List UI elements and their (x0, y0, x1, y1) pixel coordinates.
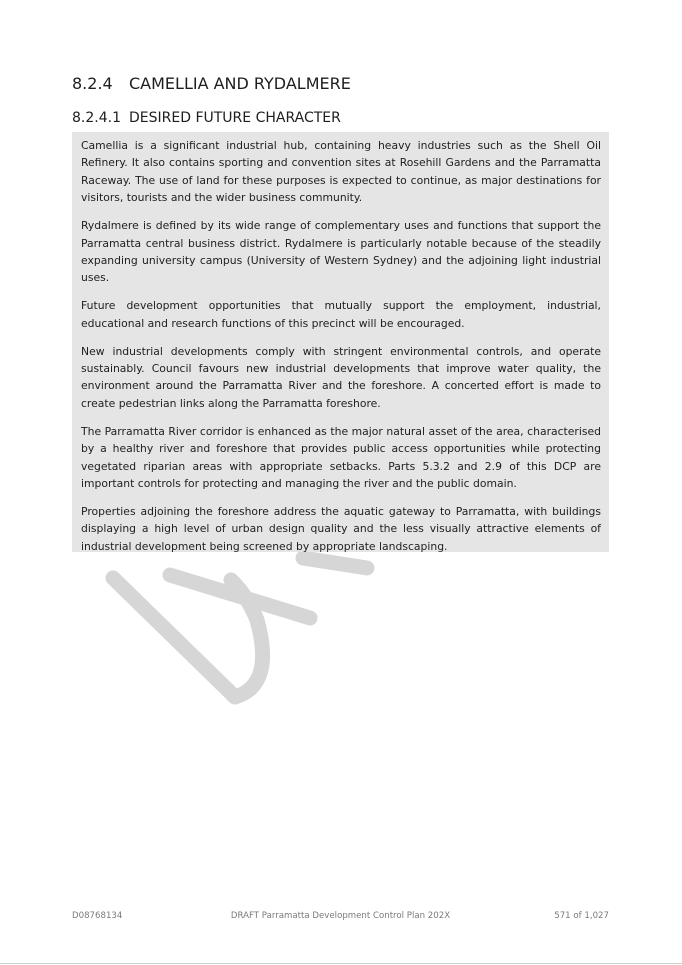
subsection-heading (72, 110, 341, 126)
section-heading (72, 74, 351, 93)
footer-doc-title: DRAFT Parramatta Development Control Plan 202X (230, 911, 451, 921)
page-bottom-rule (0, 963, 682, 964)
desired-future-character-box (72, 132, 609, 552)
paragraph-future-development: Future development opportunities that mutually support the employment, industrial, educational and research functions of this precinct will be encouraged. (81, 299, 601, 330)
subsection-title: DESIRED FUTURE CHARACTER (129, 110, 341, 126)
paragraph-river-corridor: The Parramatta River corridor is enhanced as the major natural asset of the area, characterised by a healthy river and foreshore that provides public access opportunities while protecting vegetated riparian areas with appropriate setbacks. Parts 5.3.2 and 2.9 of this DCP are important controls for protecting and managing the river and the public domain. (81, 424, 601, 490)
draft-watermark (95, 540, 395, 720)
section-title: CAMELLIA AND RYDALMERE (129, 74, 351, 93)
footer-page-number: 571 of 1,027 (554, 911, 609, 921)
paragraph-industrial-developments: New industrial developments comply with stringent environmental controls, and operate sustainably. Council favours new industrial developments that improve water quality, the environment around the Parramatta River and the foreshore. A concerted effort is made to create pedestrian links along the Parramatta foreshore. (81, 344, 601, 410)
footer-doc-id: D08768134 (72, 911, 123, 921)
subsection-number: 8.2.4.1 (72, 110, 121, 126)
paragraph-foreshore-properties: Properties adjoining the foreshore address the aquatic gateway to Parramatta, with buildings displaying a high level of urban design quality and the less visually attractive elements of industrial development being screened by appropriate landscaping. (81, 504, 601, 553)
section-number: 8.2.4 (72, 74, 113, 93)
page-footer (72, 911, 609, 923)
paragraph-camellia: Camellia is a significant industrial hub, containing heavy industries such as the Shell Oil Refinery. It also contains sporting and convention sites at Rosehill Gardens and the Parramatta Raceway. The use of land for these purposes is expected to continue, as major destinations for visitors, tourists and the wider business community. (81, 139, 601, 205)
paragraph-rydalmere: Rydalmere is defined by its wide range of complementary uses and functions that support the Parramatta central business district. Rydalmere is particularly notable because of the steadily expanding university campus (University of Western Sydney) and the adjoining light industrial uses. (81, 219, 601, 285)
